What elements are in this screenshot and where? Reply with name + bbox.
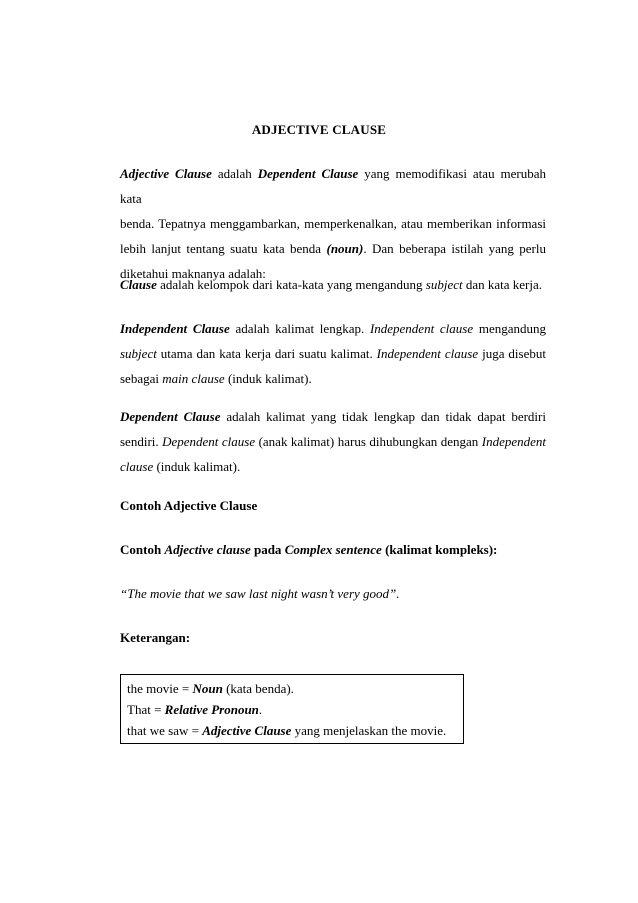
text-run: (noun)	[326, 241, 364, 256]
box-row-relative-pronoun	[127, 699, 457, 720]
text-run: (anak kalimat) harus dihubungkan dengan	[255, 434, 482, 449]
text-run: (induk kalimat).	[153, 459, 241, 474]
independent-line-1	[120, 316, 546, 341]
text-run: Relative Pronoun	[164, 702, 259, 717]
text-run: pada	[250, 542, 285, 557]
intro-line-2: benda. Tepatnya menggambarkan, memperkenalkan, atau memberikan informasi	[120, 216, 546, 231]
clause-definition	[120, 272, 546, 297]
text-run: . Dan beberapa istilah yang perlu	[363, 241, 546, 256]
text-run: (induk kalimat).	[224, 371, 312, 386]
text-run: Independent	[481, 434, 546, 449]
text-run: main clause	[162, 371, 225, 386]
complex-sentence-heading	[120, 542, 497, 558]
intro-paragraph	[120, 161, 546, 286]
text-run: Complex sentence	[284, 542, 382, 557]
text-run: subject	[120, 346, 157, 361]
text-run: Adjective Clause	[202, 723, 292, 738]
section-heading-contoh: Contoh Adjective Clause	[120, 498, 258, 513]
box-row-noun	[127, 678, 457, 699]
dependent-line-1	[120, 404, 546, 429]
text-run: mengandung	[473, 321, 546, 336]
text-run: sebagai	[120, 371, 163, 386]
text-run: Adjective Clause	[120, 166, 212, 181]
independent-line-3	[120, 366, 546, 391]
keterangan-heading: Keterangan:	[120, 630, 191, 645]
text-run: clause	[120, 459, 154, 474]
intro-line-3	[120, 236, 546, 261]
explanation-box	[120, 674, 464, 744]
box-row-adjective-clause	[127, 720, 457, 741]
text-run: (kalimat kompleks):	[381, 542, 498, 557]
clause-definition-line	[120, 272, 546, 297]
text-run: Contoh	[120, 542, 165, 557]
text-run: Independent Clause	[120, 321, 230, 336]
intro-line-4: diketahui maknanya adalah:	[120, 266, 266, 281]
intro-line-1	[120, 161, 546, 211]
text-run: yang menjelaskan the movie.	[291, 723, 447, 738]
text-run: sendiri.	[120, 434, 163, 449]
text-run: dan kata kerja.	[462, 277, 543, 292]
dependent-line-3	[120, 454, 546, 479]
example-sentence: “The movie that we saw last night wasn’t very good”.	[120, 586, 400, 601]
text-run: Clause	[120, 277, 157, 292]
text-run: lebih lanjut tentang suatu kata benda	[120, 241, 327, 256]
text-run: Adjective clause	[164, 542, 251, 557]
dependent-line-2	[120, 429, 546, 454]
text-run: utama dan kata kerja dari suatu kalimat.	[156, 346, 377, 361]
text-run: adalah kelompok dari kata-kata yang mengandung	[156, 277, 426, 292]
text-run: Dependent clause	[162, 434, 256, 449]
text-run: adalah kalimat yang tidak lengkap dan tidak dapat berdiri	[220, 409, 546, 424]
text-run: adalah kalimat lengkap.	[229, 321, 370, 336]
text-run: That =	[127, 702, 165, 717]
text-run: yang memodifikasi atau merubah kata	[120, 166, 546, 206]
text-run: .	[258, 702, 263, 717]
text-run: juga disebut	[478, 346, 546, 361]
text-run: Independent clause	[376, 346, 479, 361]
text-run: adalah	[211, 166, 258, 181]
text-run: Dependent Clause	[120, 409, 221, 424]
text-run: the movie =	[127, 681, 193, 696]
text-run: (kata benda).	[222, 681, 294, 696]
text-run: Independent clause	[369, 321, 474, 336]
dependent-clause-paragraph	[120, 404, 546, 479]
text-run: that we saw =	[127, 723, 203, 738]
independent-line-2	[120, 341, 546, 366]
text-run: Dependent Clause	[257, 166, 359, 181]
independent-clause-paragraph	[120, 316, 546, 391]
page-title: ADJECTIVE CLAUSE	[251, 122, 387, 137]
text-run: Noun	[192, 681, 223, 696]
text-run: subject	[425, 277, 463, 292]
